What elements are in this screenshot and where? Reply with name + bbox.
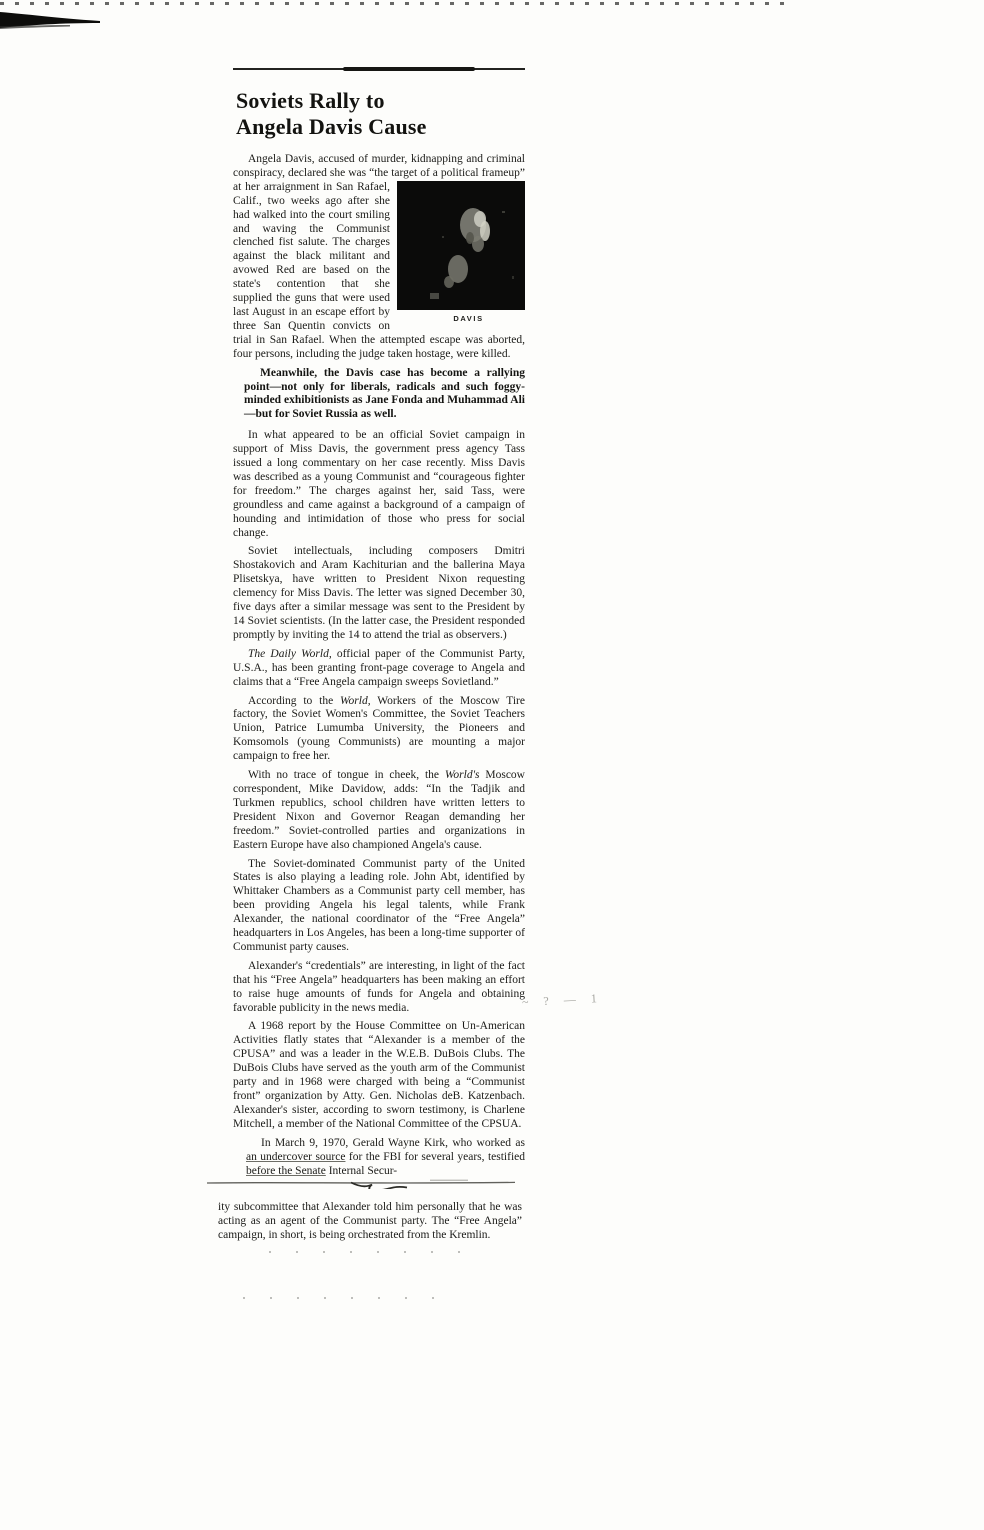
paragraph-text-segment: before the Senate: [246, 1164, 326, 1177]
paragraph-text-segment: Moscow correspondent, Mike Davidow, adds: “In the Tadjik and Turkmen republics, school children have written letters to President Nixon and Governor Reagan demanding her freedom.” Soviet-controlled parties and organizations in Eastern Europe have also championed Angela's cause.: [233, 769, 525, 851]
article-paragraph-10: [233, 1137, 525, 1179]
scan-ink-wedge-artifact: [0, 7, 110, 31]
paragraph-text-segment: ity subcommittee that Alexander told him personally that he was acting as an agent of the Communist party. The “Free Angela” campaign, in short, is being orchestrated from the Kremlin.: [218, 1201, 522, 1242]
article-paragraph-8: [233, 959, 604, 1016]
scan-fold-tear-line: [205, 1179, 517, 1189]
article-title: [236, 88, 525, 140]
paragraph-text-segment: With no trace of tongue in cheek, the: [248, 769, 445, 782]
article-paragraph-6: [233, 769, 525, 852]
article-title-line-1: Soviets Rally to: [236, 88, 385, 113]
paragraph-text-segment: World,: [340, 694, 371, 707]
paragraph-text-segment: The Soviet-dominated Communist party of the United States is also playing a leading role. John Abt, identified by Whittaker Chambers as a Communist party cell member, has been providing Angela his legal talents, while Frank Alexander, the national coordinator of the “Free Angela” headquarters in Los Angeles, has been a long-time supporter of Communist party causes.: [233, 857, 525, 953]
scan-speckle-row-1: [269, 1251, 477, 1253]
paragraph-text-segment: The Daily World,: [248, 647, 332, 660]
paragraph-text-segment: A 1968 report by the House Committee on Un-American Activities flatly states that “Alexander is a member of the CPUSA” and was a leader in the W.E.B. DuBois Clubs. The DuBois Clubs have served as the youth arm of the Communist party and in 1968 were charged with being a “Communist front” organization by Atty. Gen. Nicholas deB. Katzenbach. Alexander's sister, according to sworn testimony, is Charlene Mitchell, a member of the National Committee of the CPSUA.: [233, 1020, 525, 1130]
article-column: [218, 58, 604, 1299]
paragraph-text-segment: Workers of the Moscow Tire factory, the Soviet Women's Committee, the Soviet Teachers Union, Patrice Lumumba University, the Pioneers and Komsomols (young Communists) are mounting a major campaign to free her.: [233, 694, 525, 763]
paragraph-text-segment: World's: [444, 769, 480, 782]
paragraph-text-segment: According to the: [248, 694, 341, 707]
paragraph-text-segment: Meanwhile, the Davis case has become a rallying point—not only for liberals, radicals and such foggy-minded exhibitionists as Jane Fonda and Muhammad Ali—but for Soviet Russia as well.: [244, 366, 525, 421]
scan-speckle-row-2: [243, 1297, 457, 1299]
article-paragraph-7: [233, 858, 525, 955]
article-paragraph-9: [233, 1020, 525, 1131]
angela-davis-photo: [412, 181, 525, 310]
paragraph-text-segment: Alexander's “credentials” are interesting, in light of the fact that his “Free Angela” headquarters has been making an effort to raise huge amounts of funds for Angela and obtaining favorable publicity in the news media.: [233, 959, 525, 1014]
paragraph-text-segment: In what appeared to be an official Soviet campaign in support of Miss Davis, the government press agency Tass issued a long commentary on her case recently. Miss Davis was described as a young Communist and “courageous fighter for freedom.” The charges against her, said Tass, were groundless and came against a background of a campaign of hounding and intimidation of those who press for social change.: [233, 429, 525, 539]
paragraph-text-segment: Internal Secur-: [325, 1164, 398, 1177]
paragraph-text-segment: an undercover source: [246, 1150, 346, 1163]
article-continuation-slot: [218, 1201, 525, 1243]
photo-frame: [397, 181, 525, 310]
article-paragraph-0: [233, 153, 525, 362]
article-paragraph-continuation: [218, 1201, 522, 1243]
photo-caption: DAVIS: [453, 314, 484, 323]
paragraph-text-segment: for the FBI for several years, testified: [345, 1150, 526, 1163]
article-body: [233, 153, 604, 1178]
article-paragraph-3: [233, 545, 525, 642]
paragraph-text-segment: official paper of the Communist Party, U.S.A., has been granting front-page coverage to Angela and claims that a “Free Angela campaign sweeps Sovietland.”: [233, 647, 525, 688]
paragraph-text-segment: In March 9, 1970, Gerald Wayne Kirk, who worked as: [261, 1136, 525, 1149]
article-paragraph-1: [233, 367, 525, 423]
paragraph-text-segment: Angela Davis, accused of murder, kidnapping and criminal conspiracy, declared she was “the target of a political frameup” at her arraignment in San Rafael, Calif., two weeks ago after she had walked into the court smiling and waving the Communist clenched fist salute. The charges against the black militant and avowed Red are based on the state's contention that she supplied the guns that were used last August in an escape effort by three San Quentin convicts on trial in San Rafael. When the attempted escape was aborted, four persons, including the judge taken hostage, were killed.: [233, 153, 525, 360]
article-title-line-2: Angela Davis Cause: [236, 114, 427, 139]
handwritten-margin-note: ~ ? — 1: [521, 990, 604, 1009]
article-paragraph-4: [233, 648, 525, 690]
scan-perforation-dotted-line: [0, 2, 792, 5]
article-paragraph-2: [233, 429, 525, 540]
article-paragraph-5: [233, 695, 525, 765]
article-top-rule: [233, 68, 525, 70]
paragraph-text-segment: Soviet intellectuals, including composers Dmitri Shostakovich and Aram Kachiturian and the ballerina Maya Plisetskya, have written to President Nixon requesting clemency for Miss Davis. The letter was signed December 30, five days after a similar message was sent to the President by 14 Soviet scientists. (In the latter case, the President responded promptly by inviting the 14 to attend the trial as observers.): [233, 545, 525, 641]
